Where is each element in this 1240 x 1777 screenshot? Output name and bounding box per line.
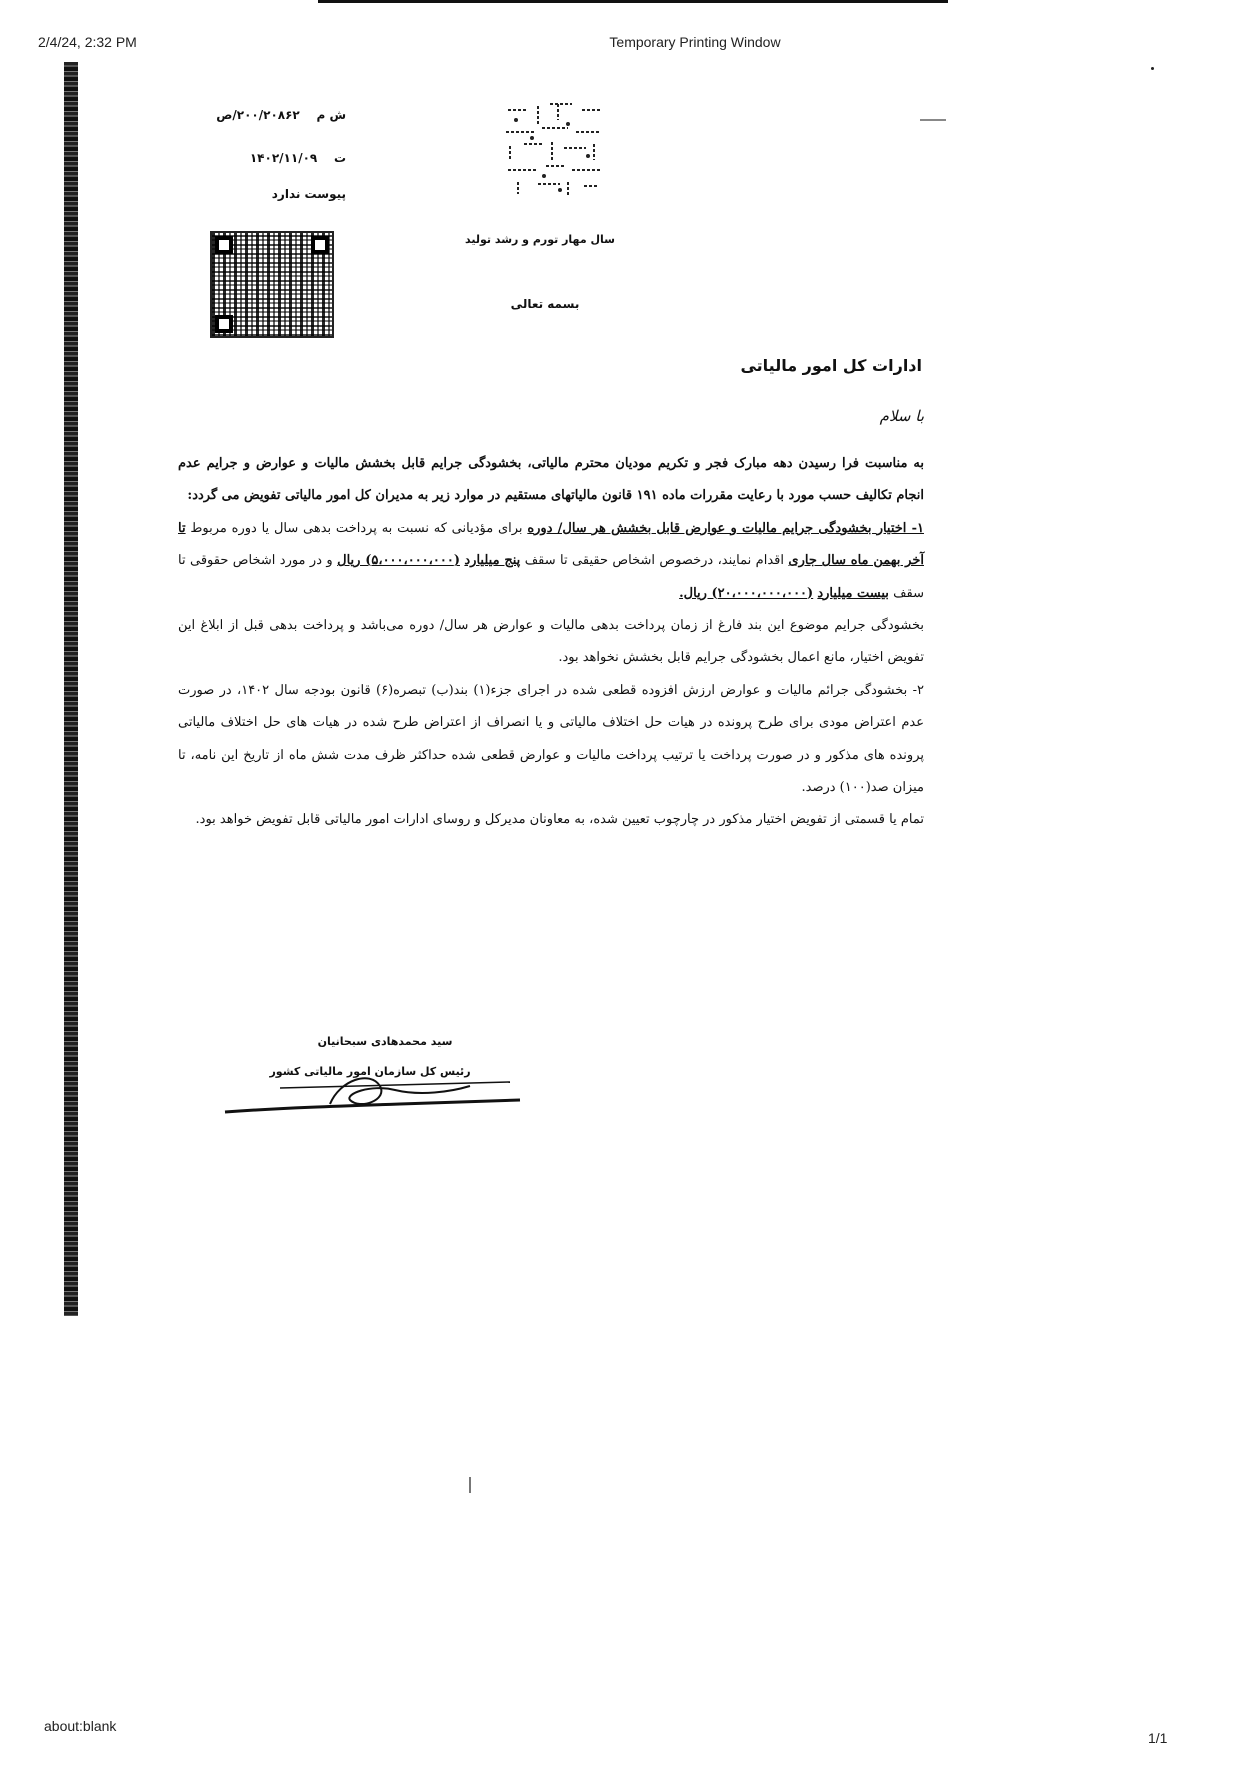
qr-finder-pattern xyxy=(311,236,329,254)
scan-dash-mark xyxy=(920,119,946,121)
emblem-seal-icon xyxy=(498,96,610,200)
intro-paragraph: به مناسبت فرا رسیدن دهه مبارک فجر و تکریم مودیان محترم مالیاتی، بخشودگی جرایم قابل بخشش مالیات و عوارض و جرایم عدم انجام تکالیف حسب مورد با رعایت مقررات ماده ۱۹۱ قانون مالیاتهای مستقیم در موارد زیر به مدیران کل امور مالیاتی تفویض می گردد: xyxy=(178,456,924,504)
top-edge-line xyxy=(318,0,948,3)
item-1-cap-legal-words: بیست میلیارد xyxy=(817,585,889,601)
letter-number-row xyxy=(216,108,346,122)
item-2-paragraph: ۲- بخشودگی جرائم مالیات و عوارض ارزش افزوده قطعی شده در اجرای جزء(۱) بند(ب) تبصره(۶) قانون بودجه سال ۱۴۰۲، در صورت عدم اعتراض مودی برای طرح پرونده در هیات حل اختلاف مالیاتی و یا انصراف از اعتراض طرح شده در هیات های حل اختلاف مالیاتی پرونده های مذکور و در صورت پرداخت یا ترتیب پرداخت مالیات و عوارض قطعی شده حداکثر ظرف مدت شش ماه از تاریخ این نامه، تا میزان صد(۱۰۰) درصد. xyxy=(178,682,924,796)
print-footer-page-count: 1/1 xyxy=(1148,1730,1168,1746)
signatory-name: سید محمدهادی سبحانیان xyxy=(317,1035,453,1048)
signature-scribble-icon xyxy=(220,1060,530,1120)
print-window-title: Temporary Printing Window xyxy=(609,34,781,50)
letter-date-row xyxy=(250,151,346,165)
print-footer-url: about:blank xyxy=(44,1718,117,1734)
letter-date: ۱۴۰۲/۱۱/۰۹ xyxy=(249,151,318,165)
letter-number-label: ش م xyxy=(316,108,346,122)
item-1-cap-legal-digits: (۲۰،۰۰۰،۰۰۰،۰۰۰) ریال. xyxy=(679,585,814,601)
item-1-cap-natural-digits: (۵،۰۰۰،۰۰۰،۰۰۰) ریال xyxy=(337,553,460,569)
item-1-deadline: تا آخر بهمن ماه سال جاری xyxy=(178,520,924,569)
item-1-cap-natural-words: پنج میلیارد xyxy=(464,553,521,569)
salutation: با سلام xyxy=(879,407,924,425)
qr-finder-pattern xyxy=(215,236,233,254)
signatory-title: رئیس کل سازمان امور مالیاتی کشور xyxy=(269,1065,471,1078)
bismillah-heading: بسمه تعالی xyxy=(510,297,580,311)
scan-mark xyxy=(469,1477,471,1493)
year-slogan: سال مهار تورم و رشد تولید xyxy=(465,233,615,246)
letter-addressee: ادارات کل امور مالیاتی xyxy=(740,356,922,375)
letter-date-label: ت xyxy=(333,151,346,165)
scan-speck xyxy=(1151,67,1154,70)
letter-body xyxy=(178,448,924,837)
letter-number: ۲۰۰/۲۰۸۶۲/ص xyxy=(216,108,300,122)
item-1-text-a: برای مؤدیانی که نسبت به پرداخت بدهی سال یا دوره مربوط xyxy=(190,520,523,536)
item-1-paragraph xyxy=(178,513,924,610)
item-1-note: بخشودگی جرایم موضوع این بند فارغ از زمان پرداخت بدهی مالیات و عوارض هر سال/ دوره می‌باشد و پرداخت بدهی قبل از ابلاغ این تفویض اختیار، مانع اعمال بخشودگی جرایم قابل بخشش نخواهد بود. xyxy=(178,618,924,666)
item-1-text-c: و در مورد اشخاص حقوقی تا سقف xyxy=(178,553,924,601)
item-1-text-b: اقدام نمایند، درخصوص اشخاص حقیقی تا سقف xyxy=(524,553,784,569)
print-datetime: 2/4/24, 2:32 PM xyxy=(38,34,137,50)
qr-finder-pattern xyxy=(215,315,233,333)
scan-edge-bar xyxy=(64,62,78,1316)
qr-code-icon xyxy=(210,231,334,338)
item-1-lead: ۱- اختیار بخشودگی جرایم مالیات و عوارض قابل بخشش هر سال/ دوره xyxy=(527,520,924,536)
closing-paragraph: تمام یا قسمتی از تفویض اختیار مذکور در چارچوب تعیین شده، به معاونان مدیرکل و روسای ادارات امور مالیاتی قابل تفویض خواهد بود. xyxy=(195,812,924,828)
attachment-status: پیوست ندارد xyxy=(271,187,346,201)
